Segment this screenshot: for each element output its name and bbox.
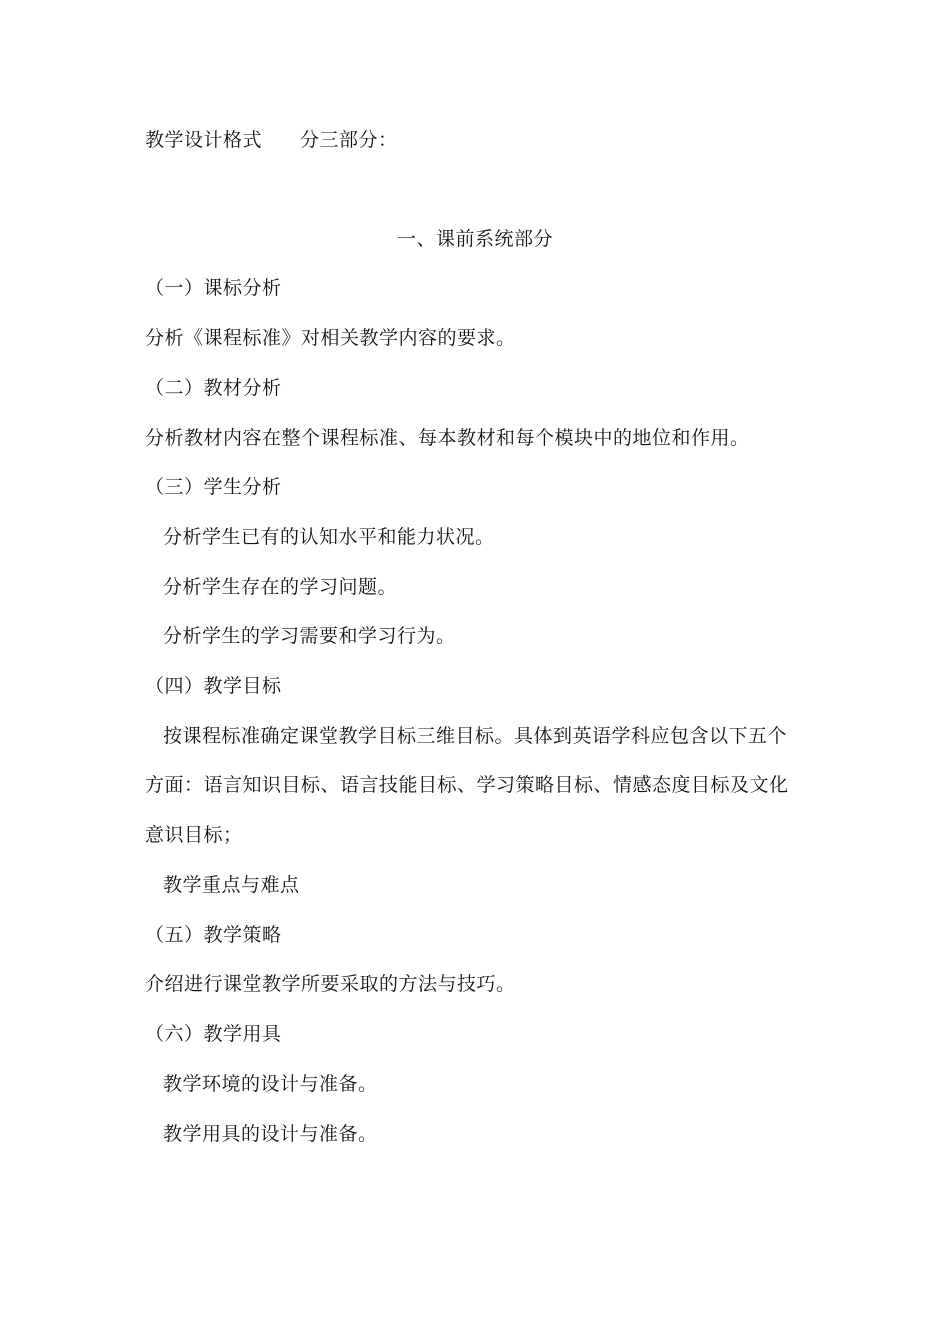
paragraph-textbook: 分析教材内容在整个课程标准、每本教材和每个模块中的地位和作用。 (145, 427, 750, 449)
paragraph-objectives-line-3: 意识目标； (145, 824, 243, 846)
paragraph-student-problems: 分析学生存在的学习问题。 (163, 576, 398, 598)
section-title-6: （六）教学用具 (145, 1023, 282, 1045)
paragraph-objectives-line-2: 方面：语言知识目标、语言技能目标、学习策略目标、情感态度目标及文化 (145, 774, 789, 796)
paragraph-objectives-line-1: 按课程标准确定课堂教学目标三维目标。具体到英语学科应包含以下五个 (163, 725, 788, 747)
section-title-4: （四）教学目标 (145, 675, 282, 697)
paragraph-student-level: 分析学生已有的认知水平和能力状况。 (163, 526, 495, 548)
paragraph-curriculum: 分析《课程标准》对相关教学内容的要求。 (145, 327, 516, 349)
paragraph-strategy: 介绍进行课堂教学所要采取的方法与技巧。 (145, 973, 516, 995)
section-title-2: （二）教材分析 (145, 377, 282, 399)
section-title-1: （一）课标分析 (145, 277, 282, 299)
section-title-5: （五）教学策略 (145, 924, 282, 946)
paragraph-key-points: 教学重点与难点 (163, 874, 300, 896)
heading-right: 分三部分： (300, 129, 398, 151)
paragraph-student-needs: 分析学生的学习需要和学习行为。 (163, 625, 456, 647)
paragraph-tools: 教学用具的设计与准备。 (163, 1123, 378, 1145)
part-title: 一、课前系统部分 (396, 228, 553, 250)
paragraph-environment: 教学环境的设计与准备。 (163, 1073, 378, 1095)
heading-left: 教学设计格式 (145, 129, 263, 151)
section-title-3: （三）学生分析 (145, 476, 282, 498)
document-heading (145, 128, 398, 152)
